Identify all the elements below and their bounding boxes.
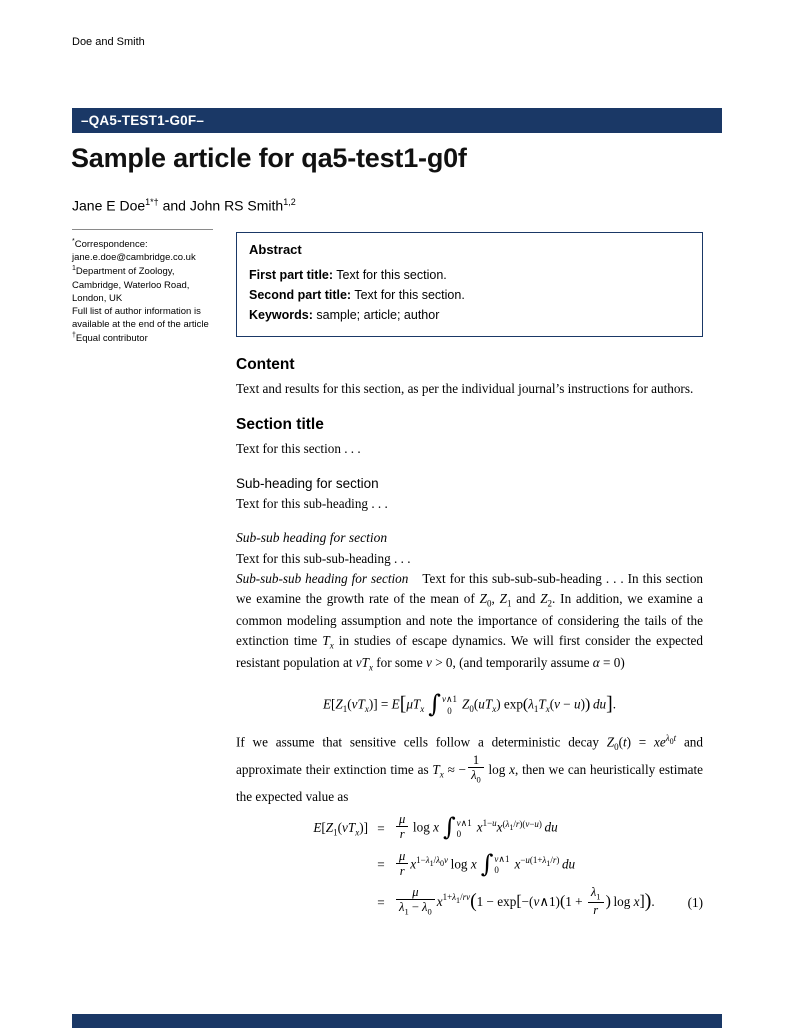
abstract-keywords-label: Keywords: [249,308,313,322]
affiliation-line-3: London, UK [72,292,123,304]
equal-contributor-note: †Equal contributor [72,332,148,345]
abstract-box [236,232,703,337]
equation-rhs: $\frac{\mu}{\lambda_1 - \lambda_0}$ $x^{1+\lambda_1/rv}(1$ − exp[−(v∧1)(1 + $\frac{\lambda_1}{r}$ ) log x]). [394,887,655,919]
section-paragraph: Text for this section . . . [236,440,361,456]
sub-sub-sub-heading: Sub-sub-sub heading for section [236,571,409,587]
abstract-second-part-label: Second part title: [249,288,352,302]
equation-row [236,848,703,880]
display-equation: $E[Z_1(vT_x)] = E[\mu T_x$ ∫ v∧1 0 $Z_0(uT_x) \exp(\lambda_1T_x(v - u))$ du]. [322,689,617,719]
section-title-heading: Section title [236,415,324,433]
running-head: Doe and Smith [72,36,145,48]
equation-row [236,814,703,843]
equation-row [236,884,703,919]
article-body [236,356,703,926]
aligned-equations [236,814,703,918]
correspondence-note [72,237,224,345]
content-paragraph: Text and results for this section, as per the individual journal’s instructions for authors. [236,381,694,396]
affiliation-line-1: $^1$Department of Zoology, [72,265,175,278]
abstract-first-part [249,265,690,285]
abstract-first-part-text: Text for this section. [333,268,447,282]
sub-sub-sub-paragraph [236,569,703,675]
equals-sign: = [377,820,385,836]
author-info-note-line-1: Full list of author information is [72,305,201,317]
abstract-keywords [249,305,690,325]
author-line: Jane E Doe$^{1*\dagger}$ and John RS Smith$^{1,2}$ [72,197,296,214]
article-type-banner [72,108,722,133]
article-title: Sample article for qa5-test1-g0f [71,143,467,173]
sidebar-divider [72,229,213,230]
banner-label: –QA5-TEST1-G0F– [81,113,205,128]
sub-sub-heading: Sub-sub heading for section [236,530,388,546]
estimate-paragraph: If we assume that sensitive cells follow a deterministic decay $Z_0(t) = xe^{\lambda_0t}$ and approximate their extinction time as $T_x$ ≈ − $\frac{1}{\lambda_0}$ log x, then we can heuristically estimate the expected value as [236,733,703,804]
equation-number: (1) [687,894,703,910]
abstract-second-part-text: Text for this section. [351,288,465,302]
equals-sign: = [377,857,385,873]
equation-rhs: $\frac{\mu}{r}$ log x ∫ v∧1 0 $x^{1-u}x^{(\lambda_1/r)(v-u)}$ du [394,814,558,843]
sub-sub-paragraph: Text for this sub-sub-heading . . . [236,551,411,567]
author-info-note-line-2: available at the end of the article [72,318,209,330]
affiliation-line-2: Cambridge, Waterloo Road, [72,279,190,291]
abstract-second-part [249,285,690,305]
sub-paragraph: Text for this sub-heading . . . [236,495,388,511]
abstract-first-part-label: First part title: [249,268,334,282]
abstract-keywords-text: sample; article; author [312,308,440,322]
correspondence-email[interactable]: jane.e.doe@cambridge.co.uk [72,252,196,264]
equation-lhs: $E[Z_1(vT_x)]$ [313,820,368,838]
abstract-heading: Abstract [249,242,302,257]
sub-heading: Sub-heading for section [236,475,379,491]
footer-bar [72,1014,722,1028]
correspondence-label: *Correspondence: [72,238,148,251]
content-heading: Content [236,356,295,373]
equals-sign: = [377,894,385,910]
equation-rhs: $\frac{\mu}{r}$ $x^{1-\lambda_1/\lambda_0v}$ log x ∫ v∧1 0 $x^{-u(1+\lambda_1/r)}$ du [394,851,575,880]
sub-sub-sub-text: Text for this sub-sub-sub-heading . . . In this section we examine the growth rate of the mean of $Z_0$, $Z_1$ and $Z_2$. In addition, we examine a common modeling assumption and note the importance of considering the tails of the extinction time $T_x$ in studies of escape dynamics. We will first consider the expected resistant population at $vT_x$ for some v > 0, (and temporarily assume α = 0) [236,571,704,673]
